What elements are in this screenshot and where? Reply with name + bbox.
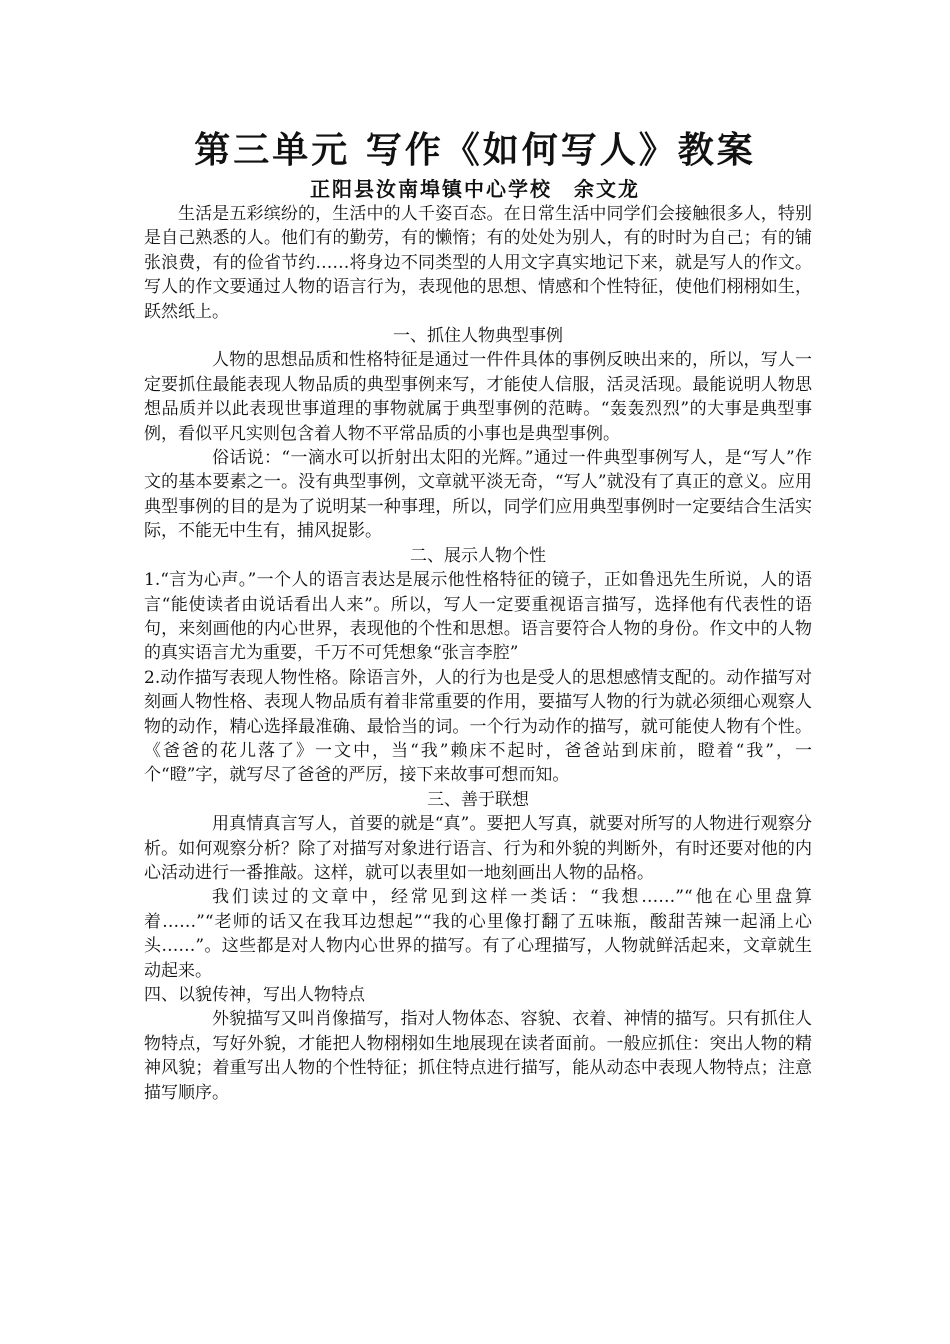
section-2-paragraph-1: 1.“言为心声。”一个人的语言表达是展示他性格特征的镜子，正如鲁迅先生所说，人的语言“能使读者由说话看出人来”。所以，写人一定要重视语言描写，选择他有代表性的语句，来刻画他的内心世界，表现他的个性和思想。语言要符合人物的身份。作文中的人物的真实语言尤为重要，千万不可凭想象“张言李腔” <box>144 570 812 664</box>
document-body <box>144 202 812 1105</box>
section-3-paragraph-2: 我们读过的文章中，经常见到这样一类话：“我想……”“他在心里盘算着……”“老师的话又在我耳边想起”“我的心里像打翻了五味瓶，酸甜苦辣一起涌上心头……”。这些都是对人物内心世界的描写。有了心理描写，人物就鲜活起来，文章就生动起来。 <box>144 887 812 981</box>
intro-paragraph: 生活是五彩缤纷的，生活中的人千姿百态。在日常生活中同学们会接触很多人，特别是自己熟悉的人。他们有的勤劳，有的懒惰；有的处处为别人，有的时时为自己；有的铺张浪费，有的俭省节约……将身边不同类型的人用文字真实地记下来，就是写人的作文。写人的作文要通过人物的语言行为，表现他的思想、情感和个性特征，使他们栩栩如生，跃然纸上。 <box>144 204 812 322</box>
section-heading-2: 二、展示人物个性 <box>410 545 546 566</box>
section-heading-4: 四、以貌传神，写出人物特点 <box>144 985 365 1005</box>
section-2-paragraph-2: 2.动作描写表现人物性格。除语言外，人的行为也是受人的思想感情支配的。动作描写对刻画人物性格、表现人物品质有着非常重要的作用，要描写人物的行为就必须细心观察人物的动作，精心选择最准确、最恰当的词。一个行为动作的描写，就可能使人物有个性。《爸爸的花儿落了》一文中，当“我”赖床不起时，爸爸站到床前，瞪着“我”，一个“瞪”字，就写尽了爸爸的严厉，接下来故事可想而知。 <box>144 667 812 786</box>
section-1-paragraph-1: 人物的思想品质和性格特征是通过一件件具体的事例反映出来的，所以，写人一定要抓住最能表现人物品质的典型事例来写，才能使人信服，活灵活现。最能说明人物思想品质并以此表现世事道理的事物就属于典型事例的范畴。“轰轰烈烈”的大事是典型事例，看似平凡实则包含着人物不平常品质的小事也是典型事例。 <box>144 350 812 444</box>
section-4-paragraph-1: 外貌描写又叫肖像描写，指对人物体态、容貌、衣着、神情的描写。只有抓住人物特点，写好外貌，才能把人物栩栩如生地展现在读者面前。一般应抓住：突出人物的精神风貌；着重写出人物的个性特征；抓住特点进行描写，能从动态中表现人物特点；注意描写顺序。 <box>144 1009 812 1103</box>
section-heading-1: 一、抓住人物典型事例 <box>393 326 563 347</box>
section-heading-3: 三、善于联想 <box>427 789 529 810</box>
document-title: 第三单元 写作《如何写人》教案 <box>194 129 756 171</box>
section-1-paragraph-2: 俗话说：“一滴水可以折射出太阳的光辉。”通过一件典型事例写人，是“写人”作文的基本要素之一。没有典型事例，文章就平淡无奇，“写人”就没有了真正的意义。应用典型事例的目的是为了说明某一种事理，所以，同学们应用典型事例时一定要结合生活实际，不能无中生有，捕风捉影。 <box>144 448 812 542</box>
section-3-paragraph-1: 用真情真言写人，首要的就是“真”。要把人写真，就要对所写的人物进行观察分析。如何观察分析？除了对描写对象进行语言、行为和外貌的判断外，有时还要对他的内心活动进行一番推敲。这样，就可以表里如一地刻画出人物的品格。 <box>144 814 812 883</box>
document-subtitle: 正阳县汝南埠镇中心学校 余文龙 <box>310 177 640 201</box>
